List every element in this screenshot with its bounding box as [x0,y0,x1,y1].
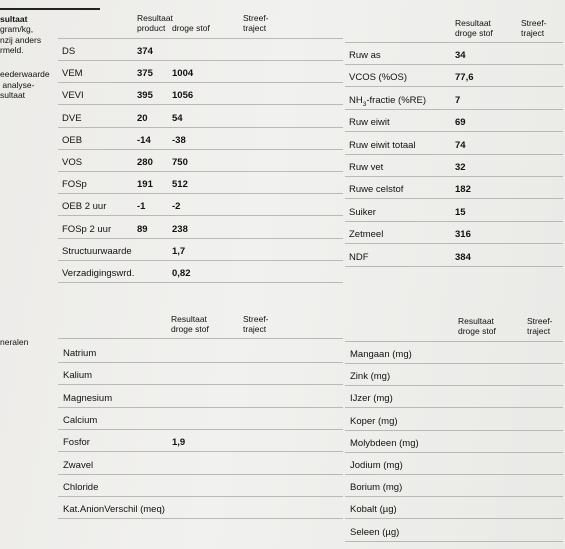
nh3-label-rest: -fractie (%RE) [366,94,427,106]
header-divider [345,42,563,43]
row-divider [58,82,343,83]
row-label: Zwavel [63,459,94,471]
row-divider [58,171,343,172]
row-value: 7 [455,94,461,106]
row-droge-value: -2 [172,201,181,213]
row-product-value: 395 [137,90,153,102]
row-product-value: 375 [137,68,153,80]
row-divider [345,266,563,267]
row-divider [345,221,563,222]
row-droge-value: 750 [172,157,188,168]
row-divider [345,154,563,155]
left-label-line: analyse- [0,79,35,90]
row-label: VEM [62,68,83,80]
row-value: 32 [455,162,466,173]
row-divider [58,60,343,61]
row-droge-value: 512 [172,179,188,191]
row-label: VOS [62,157,83,168]
row-value: 384 [455,251,471,263]
left-label-voederwaarde [0,69,50,101]
row-divider [345,109,563,110]
left-label-line: nzij anders [0,34,42,45]
row-label: Ruw as [349,50,381,61]
row-divider [58,451,343,452]
row-label: Magnesium [63,392,113,404]
row-label: DVE [62,112,82,124]
row-divider [345,407,563,408]
row-label: Mangaan (mg) [350,349,412,360]
row-droge-value: 238 [172,223,188,235]
row-divider [345,176,563,177]
row-value: 77,6 [455,72,474,84]
row-label: Verzadigingswrd. [62,268,135,279]
row-value: 69 [455,117,466,129]
header-min-streef: Streef- traject [243,314,269,334]
row-divider [58,282,343,283]
row-product-value: 280 [137,157,153,168]
row-value: 34 [455,50,466,61]
row-divider [345,430,563,431]
row-divider [345,86,563,87]
row-divider [58,362,343,363]
row-label: Zink (mg) [350,371,391,383]
left-label-unit [0,24,41,56]
row-divider [58,474,343,475]
left-label-line: eederwaarde [0,69,50,79]
row-product-value: 89 [137,223,148,235]
row-divider [58,193,343,194]
row-divider [58,149,343,150]
row-product-value: -14 [137,134,151,146]
row-droge-value: 54 [172,112,183,124]
header-min-resultaat: Resultaat droge stof [171,314,209,334]
row-value: 182 [455,184,471,196]
nh3-label-main: NH [349,94,363,106]
row-label: DS [62,46,76,57]
row-divider [58,260,343,261]
row-label: Natrium [63,348,97,359]
row-divider [58,127,343,128]
header-droge-stof: droge stof [172,23,210,33]
row-label: OEB 2 uur [62,201,107,213]
row-label [349,95,426,108]
row-label: FOSp [62,179,87,191]
row-divider [345,363,563,364]
row-label: Molybdeen (mg) [350,437,419,449]
left-label-mineralen [0,337,28,348]
row-droge-value: 0,82 [172,268,191,279]
row-label: Kobalt (µg) [350,504,397,516]
row-divider [58,104,343,105]
row-label: Borium (mg) [350,482,403,494]
left-label-line: gram/kg, [0,24,34,34]
row-label: Chloride [63,481,99,493]
header-divider [58,338,343,339]
row-droge-value: 1056 [172,90,194,102]
row-divider [58,429,343,430]
row-label: Jodium (mg) [350,460,403,471]
row-divider [58,496,343,497]
header-streef-traject: Streef- traject [243,13,269,33]
row-droge-value: 1004 [172,68,194,80]
left-label-line: neralen [0,337,29,347]
top-rule [0,8,100,10]
row-label: Ruw vet [349,162,384,173]
row-product-value: 20 [137,112,148,124]
header-spore-streef: Streef- traject [527,316,553,336]
header-resultaat-product: Resultaat product [137,13,173,33]
row-divider [345,243,563,244]
row-label: VEVI [62,90,84,102]
row-divider [345,198,563,199]
row-label: Seleen (µg) [350,526,400,538]
row-label: Fosfor [63,437,90,449]
row-divider [345,541,563,542]
row-divider [345,385,563,386]
row-label: Zetmeel [349,229,384,241]
row-label: Suiker [349,206,376,218]
row-divider [345,64,563,65]
row-divider [58,215,343,216]
left-label-line: rmeld. [0,45,24,55]
left-label-line: sultaat [0,14,28,24]
row-product-value: 374 [137,46,153,57]
row-divider [345,474,563,475]
nh3-label-sub: 3 [362,100,367,108]
left-label-line: sultaat [0,90,26,100]
header-right-streef: Streef- traject [521,18,547,38]
row-divider [345,496,563,497]
row-value: 316 [455,229,471,241]
row-label: FOSp 2 uur [62,223,112,235]
header-divider [58,38,343,39]
row-label: VCOS (%OS) [349,72,408,84]
row-label: OEB [62,134,83,146]
row-product-value: -1 [137,201,146,213]
row-label: Kat.AnionVerschil (meq) [63,504,165,516]
row-label: IJzer (mg) [350,393,393,405]
row-divider [345,518,563,519]
row-value: 74 [455,139,466,151]
row-label: Ruwe celstof [349,184,404,196]
header-divider [345,341,563,342]
row-label: Koper (mg) [350,415,398,427]
row-divider [58,407,343,408]
row-label: Calcium [63,414,98,426]
row-label: Kalium [63,370,93,382]
row-label: Structuurwaarde [62,245,132,257]
row-label: NDF [349,251,369,263]
row-divider [58,384,343,385]
row-label: Ruw eiwit [349,117,390,129]
row-divider [345,131,563,132]
row-droge-value: -38 [172,134,186,146]
row-value: 15 [455,206,466,218]
row-label: Ruw eiwit totaal [349,139,416,151]
header-right-resultaat: Resultaat droge stof [455,18,493,38]
row-product-value: 191 [137,179,153,191]
row-divider [345,452,563,453]
row-value: 1,9 [172,437,186,449]
row-divider [58,238,343,239]
header-spore-resultaat: Resultaat droge stof [458,316,496,336]
left-label-resultaat [0,14,27,25]
row-droge-value: 1,7 [172,245,186,257]
row-divider [58,518,343,519]
